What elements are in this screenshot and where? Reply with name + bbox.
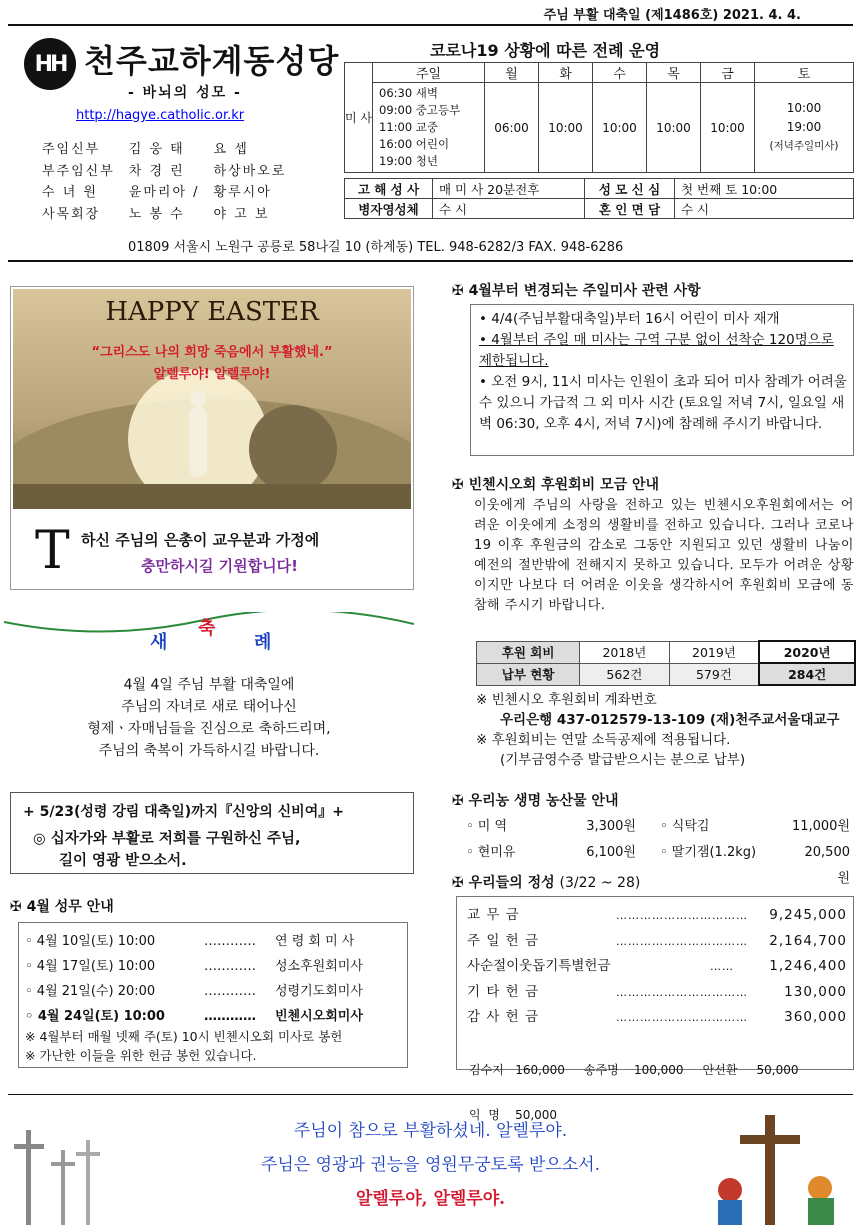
holy-label: 성 모 신 심 xyxy=(585,179,675,199)
offering-dots: …… xyxy=(710,960,734,973)
april-list xyxy=(25,929,405,1029)
staff-row xyxy=(42,205,298,225)
parish-logo xyxy=(24,38,76,90)
farm-price: 6,100원 xyxy=(586,845,636,860)
staff-role: 사목회장 xyxy=(42,206,101,222)
april-dots: ………… xyxy=(204,1009,256,1024)
april-dots: ………… xyxy=(204,934,256,949)
april-note: ※ 가난한 이들을 위한 헌금 봉헌 있습니다. xyxy=(25,1048,257,1063)
change-item: • 4월부터 주일 매 미사는 구역 구분 없이 선착순 120명으로 제한됩니다. xyxy=(479,332,834,369)
holy-text: 첫 번째 토 10:00 xyxy=(675,179,854,199)
april-item xyxy=(25,929,405,954)
staff-name: 김 웅 태 xyxy=(128,142,185,157)
april-date: ◦ 4월 10일(토) 10:00 xyxy=(25,934,156,949)
day-header: 수 xyxy=(593,63,647,83)
april-item xyxy=(25,1004,405,1029)
farm-name: ◦ 식탁김 xyxy=(660,819,710,834)
staff-role: 부주임신부 xyxy=(42,163,115,179)
confession-text: 매 미 사 20분전후 xyxy=(433,179,585,199)
change-title-text: 4월부터 변경되는 주일미사 관련 사항 xyxy=(468,283,701,299)
offering-row xyxy=(467,954,847,980)
anointing-text: 수 시 xyxy=(433,199,585,219)
offering-amount: 360,000 xyxy=(784,1009,847,1025)
footer-verse xyxy=(0,1114,861,1216)
farm-title-text: 우리농 생명 농산물 안내 xyxy=(468,793,619,809)
farm-price: 20,500원 xyxy=(804,845,850,886)
title-mid: 축 xyxy=(198,618,216,639)
confession-label: 고 해 성 사 xyxy=(345,179,433,199)
sunday-time: 09:00 중고등부 xyxy=(379,103,461,117)
weekday-time: 10:00 xyxy=(701,83,755,173)
april-event: 성령기도회미사 xyxy=(275,984,363,999)
sunday-time: 06:30 새벽 xyxy=(379,86,439,100)
baptism-line: 형제ㆍ자매님들을 진심으로 축하드리며, xyxy=(87,721,331,737)
weekday-time: 10:00 xyxy=(593,83,647,173)
offering-label: 교 무 금 xyxy=(467,907,520,923)
address-line: 01809 서울시 노원구 공릉로 58나길 10 (하계동) TEL. 948-6282/3 FAX. 948-6286 xyxy=(128,240,624,255)
title-right: 례 xyxy=(254,632,272,653)
day-header: 토 xyxy=(755,63,854,83)
offering-amount: 2,164,700 xyxy=(769,932,847,949)
offering-row xyxy=(467,903,847,929)
baptism-line: 주님의 자녀로 새로 태어나신 xyxy=(121,699,297,715)
vincent-table xyxy=(476,640,856,686)
april-dots: ………… xyxy=(204,959,256,974)
offering-label: 감 사 헌 금 xyxy=(467,1009,540,1025)
sunday-times xyxy=(373,83,485,173)
staff-name: 윤마리아 / xyxy=(128,185,200,200)
april-notes xyxy=(25,1027,342,1065)
april-note: ※ 4월부터 매월 넷째 주(토) 10시 빈첸시오회 미사로 봉헌 xyxy=(25,1029,343,1044)
table-label: 납부 현황 xyxy=(477,663,580,685)
offering-box xyxy=(456,896,854,1122)
change-text: 오전 9시, 11시 미사는 인원이 초과 되어 미사 참례가 어려울 수 있으니 가급적 그 외 미사 시간 (토요일 저녁 7시, 일요일 새벽 06:30, 오후 4시, 저녁 7시)에 참례해 주시기 바랍니다. xyxy=(479,374,847,432)
staff-baptism: 하상바오로 xyxy=(213,163,287,179)
day-header: 금 xyxy=(701,63,755,83)
faith-line1: + 5/23(성령 강림 대축일)까지『신앙의 신비여』+ xyxy=(23,804,344,820)
faith-line3: 길이 영광 받으소서. xyxy=(59,853,187,869)
greeting-line1: 하신 주님의 은총이 교우분과 가정에 xyxy=(81,531,320,549)
christ-figure xyxy=(189,407,207,477)
offering-title: ✠ 우리들의 정성 (3/22 ~ 28) xyxy=(452,875,641,891)
staff-row xyxy=(42,140,298,160)
offering-row xyxy=(467,1005,847,1031)
farm-name: ◦ 미 역 xyxy=(466,819,508,834)
day-header: 화 xyxy=(539,63,593,83)
mass-schedule-table xyxy=(344,62,854,173)
saturday-times xyxy=(755,83,854,173)
staff-name: 노 봉 수 xyxy=(128,206,185,222)
april-title-text: 4월 성무 안내 xyxy=(26,899,114,915)
staff-role: 수 녀 원 xyxy=(42,185,98,200)
vincent-text: 이웃에게 주님의 사랑을 전하고 있는 빈첸시오후원회에서는 어려운 이웃에게 소정의 생활비를 전하고 있습니다. 그러나 코로나19 이후 후원금의 감소로 그동안 지원되고 있던 생활비 나눔이 예전의 절반밖에 전해지지 못하고 있습니다. 모두가 어려운 상황이지만 나보다 더 어려운 이웃을 생각하시어 후원회비 모금에 동참해 주시기 바랍니다. xyxy=(474,498,854,613)
year-cell: 2020년 xyxy=(759,641,855,663)
april-dots: ………… xyxy=(204,984,256,999)
april-title: ✠ 4월 성무 안내 xyxy=(10,899,114,915)
parish-url[interactable]: http://hagye.catholic.or.kr xyxy=(76,108,245,123)
address-rule xyxy=(8,260,853,262)
offering-amount: 1,246,400 xyxy=(769,958,847,974)
change-box xyxy=(470,304,854,456)
offering-dots: …………………………… xyxy=(616,1011,748,1024)
offering-amount: 9,245,000 xyxy=(769,907,847,923)
count-cell: 562건 xyxy=(580,663,669,685)
top-rule xyxy=(8,24,853,26)
easter-image xyxy=(13,289,411,509)
issue-date: 주님 부활 대축일 (제1486호) 2021. 4. 4. xyxy=(543,8,801,23)
offering-amount: 130,000 xyxy=(784,983,847,1000)
easter-banner xyxy=(10,286,414,590)
saturday-note: (저녁주일미사) xyxy=(769,140,839,152)
april-date: ◦ 4월 24일(토) 10:00 xyxy=(25,1009,165,1024)
easter-title: HAPPY EASTER xyxy=(105,297,319,327)
staff-table xyxy=(40,138,300,226)
weekday-time: 06:00 xyxy=(485,83,539,173)
farm-row xyxy=(466,814,850,840)
baptism-notice xyxy=(4,612,414,774)
change-list xyxy=(479,309,847,435)
day-header: 주일 xyxy=(373,63,485,83)
schedule-title: 코로나19 상황에 따른 전례 운영 xyxy=(430,41,661,60)
offering-dots: …………………………… xyxy=(616,909,748,922)
faith-line2: ◎ 십자가와 부활로 저희를 구원하신 주님, xyxy=(33,831,301,847)
weekday-time: 10:00 xyxy=(647,83,701,173)
staff-baptism: 요 셉 xyxy=(213,142,249,157)
count-cell: 284건 xyxy=(759,663,855,685)
april-event: 연 령 회 미 사 xyxy=(275,934,355,949)
staff-baptism: 야 고 보 xyxy=(213,206,270,222)
baptism-text xyxy=(4,674,414,762)
vincent-title: ✠ 빈첸시오회 후원회비 모금 안내 xyxy=(452,477,660,493)
offering-rows xyxy=(467,903,847,1031)
marriage-text: 수 시 xyxy=(675,199,854,219)
sunday-time: 11:00 교중 xyxy=(379,120,439,134)
april-box xyxy=(18,922,408,1068)
april-date: ◦ 4월 21일(수) 20:00 xyxy=(25,984,156,999)
marriage-label: 혼 인 면 담 xyxy=(585,199,675,219)
change-title: ✠ 4월부터 변경되는 주일미사 관련 사항 xyxy=(452,283,701,299)
tax-line: (기부금영수증 발급받으시는 분으로 납부) xyxy=(500,752,746,768)
baptism-line: 주님의 축복이 가득하시길 바랍니다. xyxy=(98,743,320,759)
anointing-label: 병자영성체 xyxy=(345,199,433,219)
year-cell: 2019년 xyxy=(669,641,759,663)
change-text: 4월부터 주일 매 미사는 구역 구분 없이 선착순 120명으로 제한됩니다. xyxy=(479,332,834,369)
account-label: ※ 빈첸시오 후원회비 계좌번호 xyxy=(476,692,657,708)
farm-name: ◦ 현미유 xyxy=(466,845,516,860)
footer-line: 주님은 영광과 권능을 영원무궁토록 받으소서. xyxy=(260,1155,601,1175)
offering-label: 기 타 헌 금 xyxy=(467,983,540,1000)
change-item: • 오전 9시, 11시 미사는 인원이 초과 되어 미사 참례가 어려울 수 있으니 가급적 그 외 미사 시간 (토요일 저녁 7시, 일요일 새벽 06:30, 오후 4시, 저녁 7시)에 참례해 주시기 바랍니다. xyxy=(479,374,847,432)
april-date: ◦ 4월 17일(토) 10:00 xyxy=(25,959,156,974)
april-event: 성소후원회미사 xyxy=(275,959,363,974)
offering-period: (3/22 ~ 28) xyxy=(559,875,641,891)
saturday-time: 19:00 xyxy=(786,120,822,134)
april-item xyxy=(25,954,405,979)
baptism-line: 4월 4일 주님 부활 대축일에 xyxy=(123,677,295,693)
vincent-title-text: 빈첸시오회 후원회비 모금 안내 xyxy=(468,477,660,493)
april-event: 빈첸시오회미사 xyxy=(275,1009,363,1024)
staff-baptism: 황루시아 xyxy=(213,185,272,200)
offering-label: 주 일 헌 금 xyxy=(467,932,540,949)
table-label: 후원 회비 xyxy=(477,641,580,663)
mass-label: 미 사 xyxy=(345,63,373,173)
faith-box xyxy=(10,792,414,874)
donor-line: 김수지 160,000 송주명 100,000 안선환 50,000 xyxy=(469,1063,799,1077)
footer-rule xyxy=(8,1094,853,1095)
farm-title: ✠ 우리농 생명 농산물 안내 xyxy=(452,793,619,809)
staff-role: 주임신부 xyxy=(42,142,101,157)
footer-line: 알렐루야, 알렐루야. xyxy=(355,1189,506,1209)
vincent-account-block xyxy=(476,690,840,770)
sunday-time: 19:00 청년 xyxy=(379,154,439,168)
account-number: 우리은행 437-012579-13-109 (재)천주교서울대교구 xyxy=(500,712,840,728)
offering-title-text: 우리들의 정성 xyxy=(468,875,555,891)
footer-line: 주님이 참으로 부활하셨네. 알렐루야. xyxy=(293,1121,568,1141)
count-cell: 579건 xyxy=(669,663,759,685)
sunday-time: 16:00 어린이 xyxy=(379,137,450,151)
year-cell: 2018년 xyxy=(580,641,669,663)
farm-price: 3,300원 xyxy=(586,819,636,834)
saturday-time: 10:00 xyxy=(786,101,822,115)
logo-text: HH xyxy=(34,51,66,77)
staff-row xyxy=(42,183,298,203)
offering-dots: …………………………… xyxy=(616,934,748,948)
tax-line: ※ 후원회비는 연말 소득공제에 적용됩니다. xyxy=(476,732,731,748)
donor-line: 익 명 50,000 xyxy=(469,1108,558,1122)
weekday-time: 10:00 xyxy=(539,83,593,173)
easter-alleluia: 알렐루야! 알렐루야! xyxy=(153,367,271,382)
offering-label: 사순절이웃돕기특별헌금 xyxy=(467,958,611,974)
april-item xyxy=(25,979,405,1004)
easter-quote: “그리스도 나의 희망 죽음에서 부활했네.” xyxy=(91,345,333,360)
change-item: • 4/4(주님부활대축일)부터 16시 어린이 미사 재개 xyxy=(479,311,780,327)
offering-row xyxy=(467,980,847,1006)
farm-name: ◦ 딸기잼(1.2kg) xyxy=(660,845,757,860)
staff-name: 차 경 린 xyxy=(128,163,185,179)
greeting-mark: T xyxy=(35,521,70,581)
parish-name: 천주교하계동성당 xyxy=(84,42,340,80)
change-text: 4/4(주님부활대축일)부터 16시 어린이 미사 재개 xyxy=(491,311,780,327)
day-header: 월 xyxy=(485,63,539,83)
day-header: 목 xyxy=(647,63,701,83)
greeting-line2: 충만하시길 기원합니다! xyxy=(141,557,298,575)
parish-subtitle: - 바뇌의 성모 - xyxy=(128,85,242,101)
offering-row xyxy=(467,929,847,955)
sacrament-table xyxy=(344,178,854,219)
staff-row xyxy=(42,162,298,182)
title-left: 새 xyxy=(150,632,168,653)
farm-price: 11,000원 xyxy=(791,819,850,834)
offering-dots: …………………………… xyxy=(616,985,748,999)
